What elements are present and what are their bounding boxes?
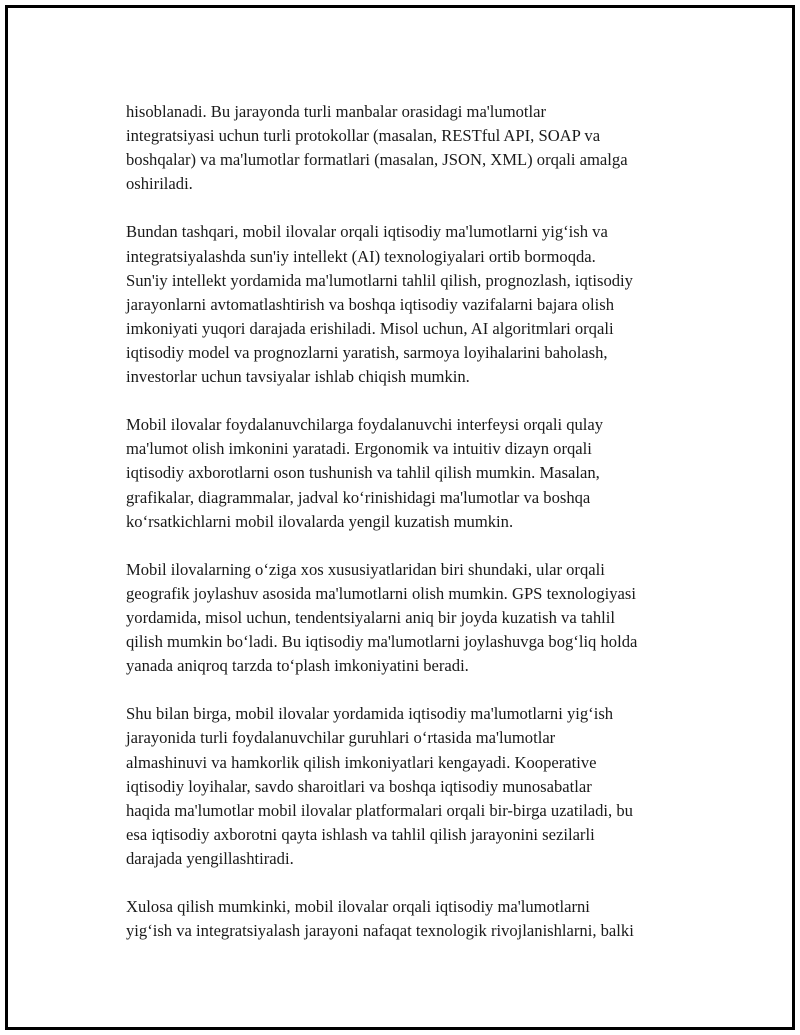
text-line: haqida ma'lumotlar mobil ilovalar platformalari orqali bir-birga uzatiladi, bu	[126, 800, 633, 820]
document-body	[126, 100, 701, 967]
text-line: jarayonida turli foydalanuvchilar guruhlari o‘rtasida ma'lumotlar	[126, 728, 556, 748]
text-line: hisoblanadi. Bu jarayonda turli manbalar orasidagi ma'lumotlar	[126, 102, 547, 121]
text-line: qilish mumkin bo‘ladi. Bu iqtisodiy ma'lumotlarni joylashuvga bog‘liq holda	[126, 632, 638, 652]
text-line: Xulosa qilish mumkinki, mobil ilovalar orqali iqtisodiy ma'lumotlarni	[126, 897, 590, 917]
paragraph-1	[126, 100, 701, 196]
paragraph-2	[126, 220, 701, 389]
text-line: investorlar uchun tavsiyalar ishlab chiqish mumkin.	[126, 367, 470, 387]
text-line: boshqalar) va ma'lumotlar formatlari (masalan, JSON, XML) orqali amalga	[126, 150, 628, 170]
text-line: imkoniyati yuqori darajada erishiladi. Misol uchun, AI algoritmlari orqali	[126, 318, 614, 338]
text-line: esa iqtisodiy axborotni qayta ishlash va tahlil qilish jarayonini sezilarli	[126, 824, 595, 844]
text-line: Bundan tashqari, mobil ilovalar orqali iqtisodiy ma'lumotlarni yig‘ish va	[126, 222, 608, 242]
text-line: Mobil ilovalarning o‘ziga xos xususiyatlaridan biri shundaki, ular orqali	[126, 559, 605, 579]
text-line: Mobil ilovalar foydalanuvchilarga foydalanuvchi interfeysi orqali qulay	[126, 415, 604, 435]
text-line: almashinuvi va hamkorlik qilish imkoniyatlari kengayadi. Kooperative	[126, 752, 597, 772]
text-line: yanada aniqroq tarzda to‘plash imkoniyatini beradi.	[126, 656, 469, 676]
text-line: darajada yengillashtiradi.	[126, 848, 294, 868]
text-line: iqtisodiy model va prognozlarni yaratish, sarmoya loyihalarini baholash,	[126, 342, 608, 362]
paragraph-5	[126, 702, 701, 871]
paragraph-6	[126, 895, 701, 943]
text-line: integratsiyalashda sun'iy intellekt (AI) texnologiyalari ortib bormoqda.	[126, 246, 596, 266]
text-line: yig‘ish va integratsiyalash jarayoni nafaqat texnologik rivojlanishlarni, balki	[126, 921, 634, 941]
text-line: integratsiyasi uchun turli protokollar (masalan, RESTful API, SOAP va	[126, 126, 601, 146]
text-line: jarayonlarni avtomatlashtirish va boshqa iqtisodiy vazifalarni bajara olish	[126, 294, 614, 314]
paragraph-4	[126, 558, 701, 678]
paragraph-3	[126, 413, 701, 533]
text-line: iqtisodiy loyihalar, savdo sharoitlari va boshqa iqtisodiy munosabatlar	[126, 776, 592, 796]
page-frame	[5, 5, 795, 1030]
text-line: Sun'iy intellekt yordamida ma'lumotlarni tahlil qilish, prognozlash, iqtisodiy	[126, 270, 633, 290]
text-line: Shu bilan birga, mobil ilovalar yordamida iqtisodiy ma'lumotlarni yig‘ish	[126, 704, 614, 724]
text-line: yordamida, misol uchun, tendentsiyalarni aniq bir joyda kuzatish va tahlil	[126, 607, 615, 627]
text-line: geografik joylashuv asosida ma'lumotlarni olish mumkin. GPS texnologiyasi	[126, 583, 636, 603]
text-line: grafikalar, diagrammalar, jadval ko‘rinishidagi ma'lumotlar va boshqa	[126, 487, 591, 507]
text-line: oshiriladi.	[126, 174, 193, 194]
text-line: ma'lumot olish imkonini yaratadi. Ergonomik va intuitiv dizayn orqali	[126, 439, 592, 459]
text-line: ko‘rsatkichlarni mobil ilovalarda yengil kuzatish mumkin.	[126, 511, 514, 531]
text-line: iqtisodiy axborotlarni oson tushunish va tahlil qilish mumkin. Masalan,	[126, 463, 600, 483]
